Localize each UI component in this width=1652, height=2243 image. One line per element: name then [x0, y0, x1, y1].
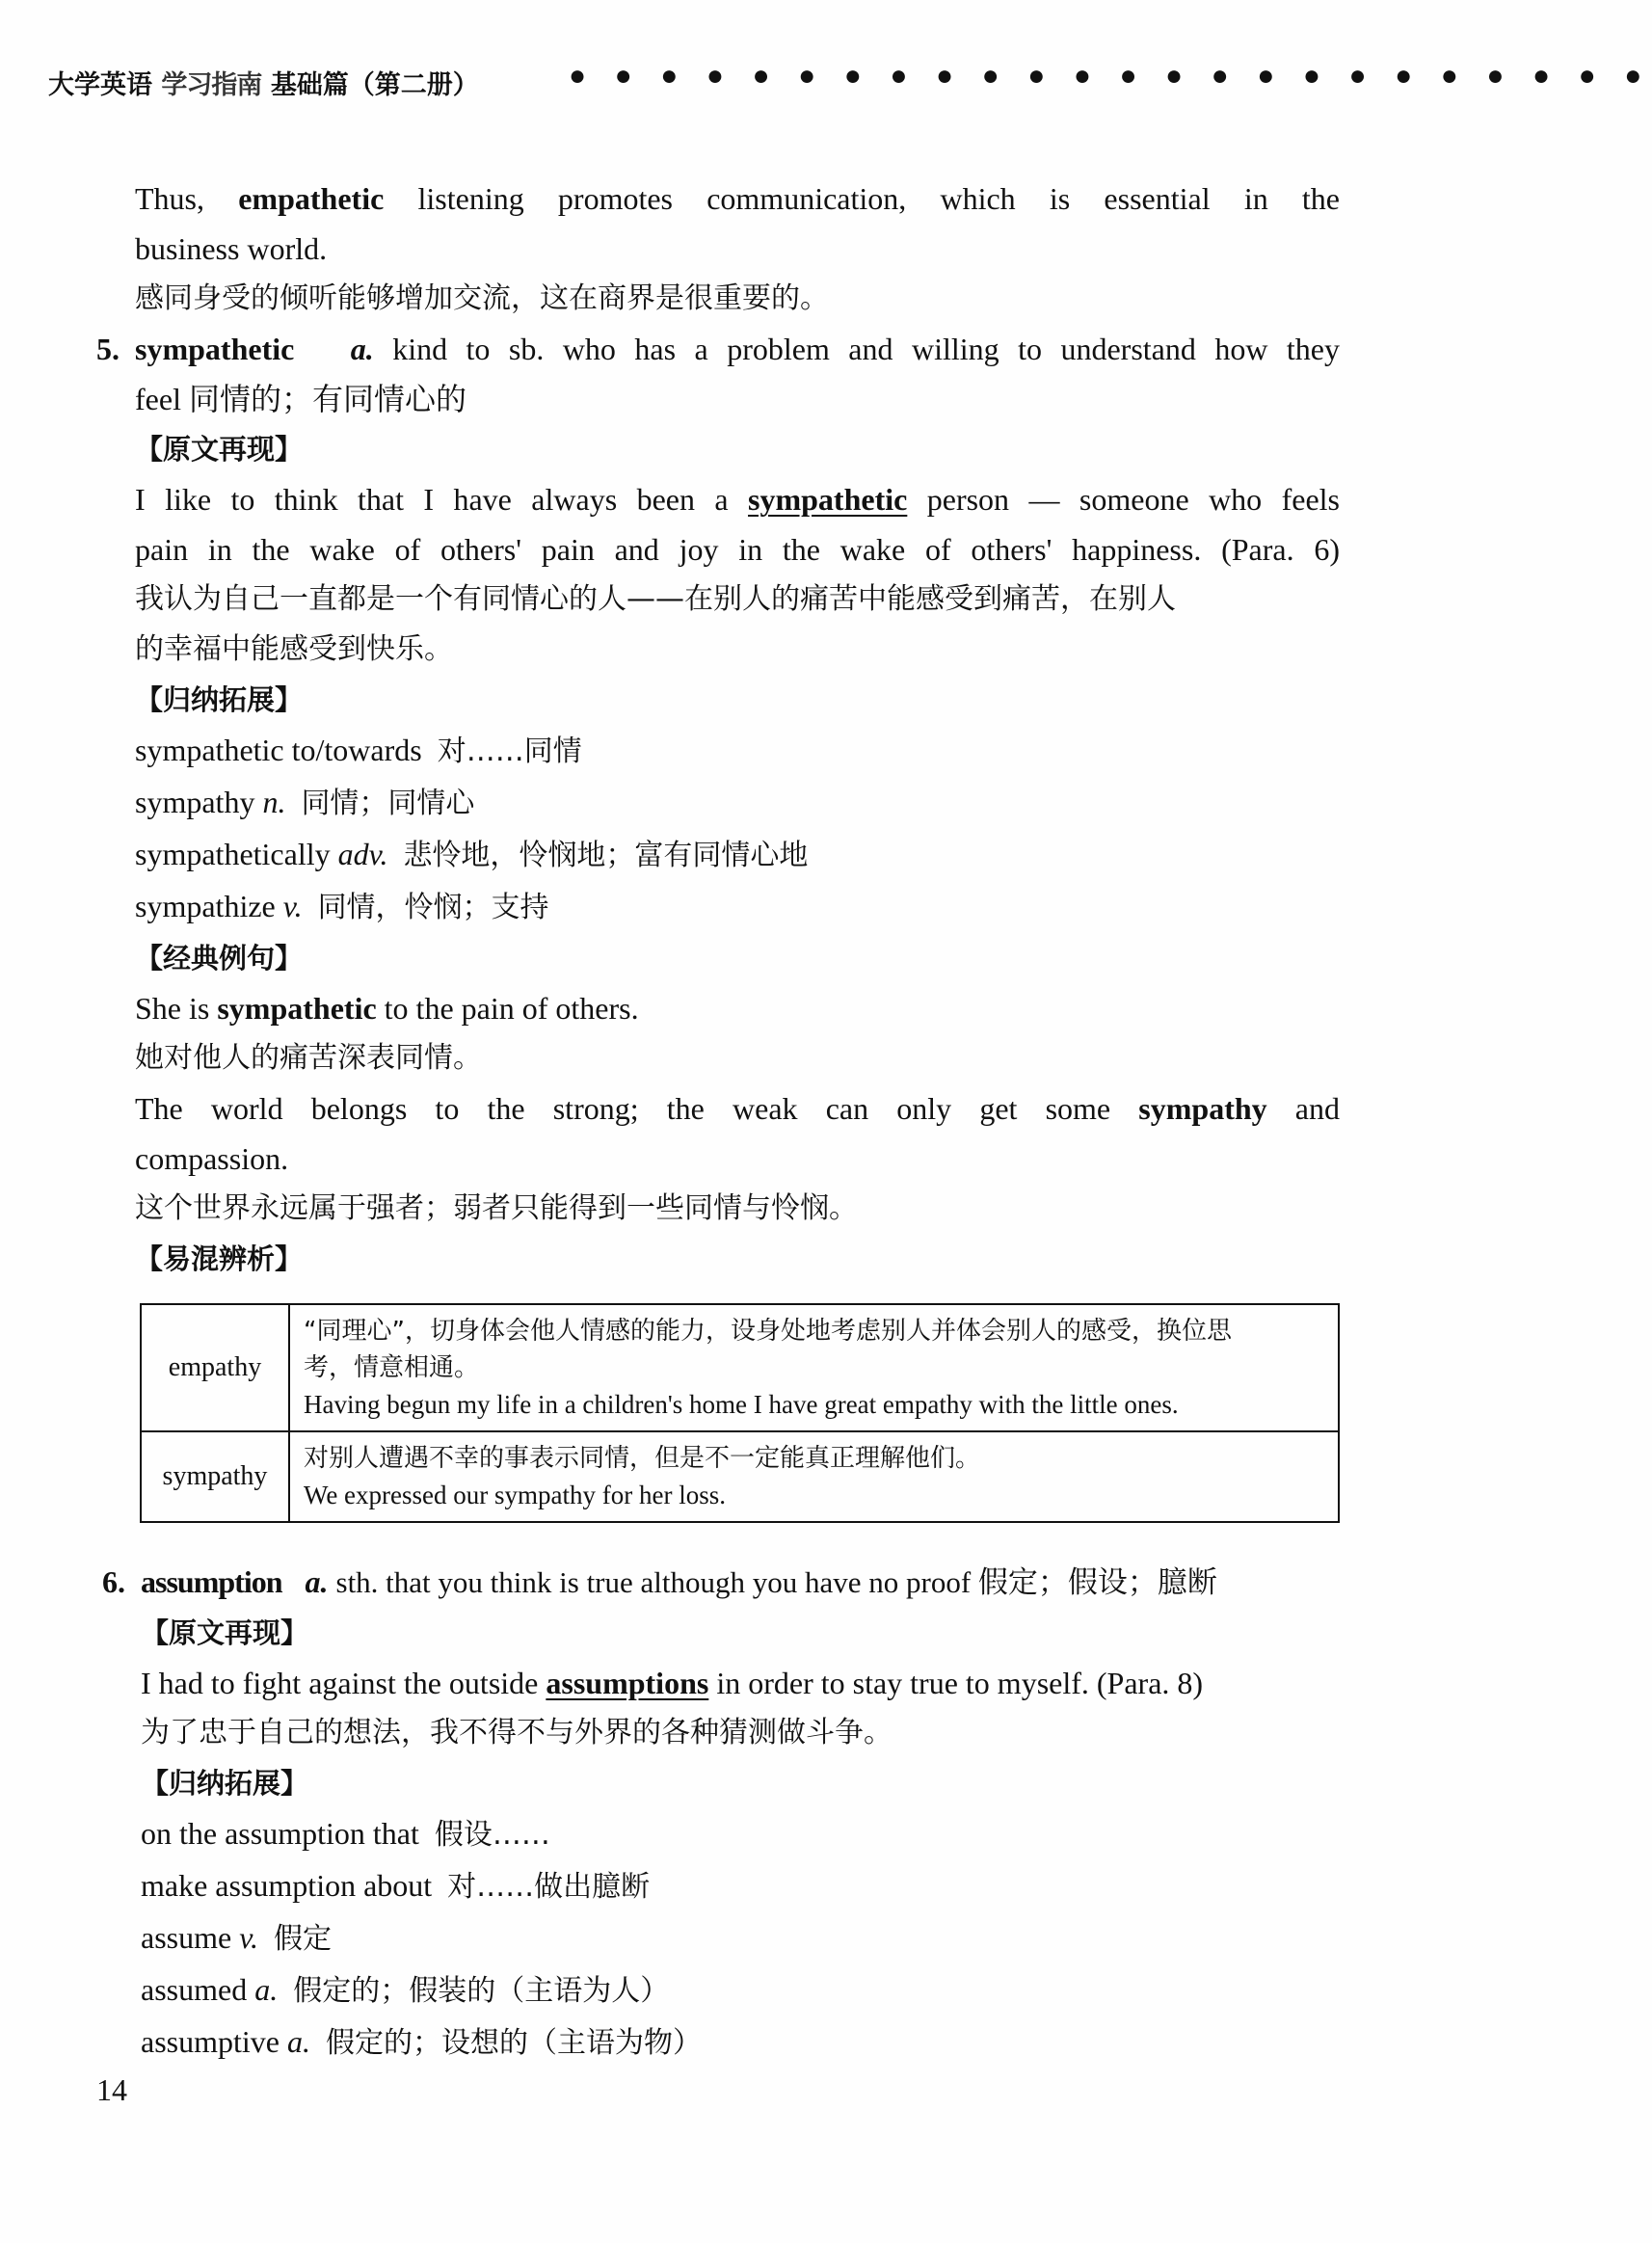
entry6-original-zh: 为了忠于自己的想法，我不得不与外界的各种猜测做斗争。 [141, 1716, 893, 1749]
entry5-pos: a. [350, 332, 374, 366]
table-description: “同理心”，切身体会他人情感的能力，设身处地考虑别人并体会别人的感受，换位思 考，情意相通。 Having begun my life in a children's home I have great empathy with the little ones. [289, 1304, 1339, 1431]
entry6-section-extend: 【归纳拓展】 [141, 1767, 309, 1800]
extend-item: assume v. 假定 [141, 1920, 333, 1956]
page-number: 14 [96, 2072, 127, 2107]
entry6-headword: assumption [141, 1564, 282, 1599]
entry5-section-original: 【原文再现】 [135, 433, 304, 466]
guide-label: 学习指南 [161, 70, 262, 100]
book-title: 大学英语 [48, 70, 152, 100]
page-body [96, 174, 1341, 1284]
table-description: 对别人遭遇不幸的事表示同情，但是不一定能真正理解他们。 We expressed our sympathy for her loss. [289, 1431, 1339, 1522]
intro-en-line2: business world. [135, 231, 328, 266]
extend-item: assumptive a. 假定的；设想的（主语为物） [141, 2024, 702, 2060]
extend-item: assumed a. 假定的；假装的（主语为人） [141, 1972, 670, 2008]
entry5-section-examples: 【经典例句】 [135, 942, 304, 975]
table-term: empathy [141, 1304, 289, 1431]
entry5-original-zh-line1: 我认为自己一直都是一个有同情心的人——在别人的痛苦中能感受到痛苦，在别人 [135, 582, 1176, 616]
entry6-number: 6. [102, 1564, 125, 1599]
intro-en-line1: Thus, empathetic listening promotes communication, which is essential in the [135, 181, 1341, 216]
running-header [48, 60, 1652, 100]
entry5-number: 5. [96, 332, 120, 366]
entry5-headword: sympathetic [135, 332, 295, 366]
entry5-original-zh-line2: 的幸福中能感受到快乐。 [135, 632, 453, 666]
intro-zh: 感同身受的倾听能够增加交流，这在商界是很重要的。 [135, 281, 829, 315]
example-sentence: She is sympathetic to the pain of others. [135, 991, 639, 1026]
entry-sympathetic [96, 324, 1341, 1284]
entry6-original: I had to fight against the outside assumptions in order to stay true to myself. (Para. 8) [141, 1666, 1204, 1700]
table-row [141, 1304, 1339, 1431]
entry6-section-original: 【原文再现】 [141, 1616, 309, 1649]
entry5-original-line2: pain in the wake of others' pain and joy in the wake of others' happiness. (Para. 6) [135, 532, 1340, 567]
example-sentence: The world belongs to the strong; the weak can only get some sympathy and [135, 1091, 1341, 1126]
example-translation: 这个世界永远属于强者；弱者只能得到一些同情与怜悯。 [135, 1191, 858, 1225]
entry5-definition-line2: feel 同情的；有同情心的 [135, 382, 466, 416]
entry6-definition: 6. assumption a. sth. that you think is true although you have no proof 假定；假设；臆断 [141, 1557, 1340, 1608]
entry5-section-extend: 【归纳拓展】 [135, 683, 304, 716]
entry5-definition-line1: 5. sympathetic a. kind to sb. who has a problem and willing to understand how they [135, 324, 1340, 374]
entry6-pos: a. [305, 1564, 329, 1599]
extend-item: make assumption about 对……做出臆断 [141, 1868, 651, 1904]
extend-item: sympathize v. 同情，怜悯；支持 [135, 889, 549, 924]
example-translation: 她对他人的痛苦深表同情。 [135, 1041, 482, 1075]
extend-item: sympathy n. 同情；同情心 [135, 785, 475, 820]
extend-item: sympathetically adv. 悲怜地，怜悯地；富有同情心地 [135, 837, 809, 872]
example-sentence-line2: compassion. [135, 1141, 289, 1176]
header-dots: ● ● ● ● ● ● ● ● ● ● ● ● ● ● ● ● ● ● ● ● ● ● ● ● [569, 60, 1652, 92]
header-title [48, 64, 479, 101]
table-term: sympathy [141, 1431, 289, 1522]
book-subtitle: 基础篇（第二册） [270, 70, 479, 100]
entry5-original-line1: I like to think that I have always been a sympathetic person — someone who feels [135, 482, 1341, 517]
table-row [141, 1431, 1339, 1522]
entry5-section-confusion: 【易混辨析】 [135, 1242, 304, 1275]
extend-item: on the assumption that 假设…… [141, 1816, 550, 1852]
extend-item: sympathetic to/towards 对……同情 [135, 733, 582, 768]
comparison-table [140, 1303, 1340, 1523]
entry-assumption [102, 1557, 1340, 2069]
